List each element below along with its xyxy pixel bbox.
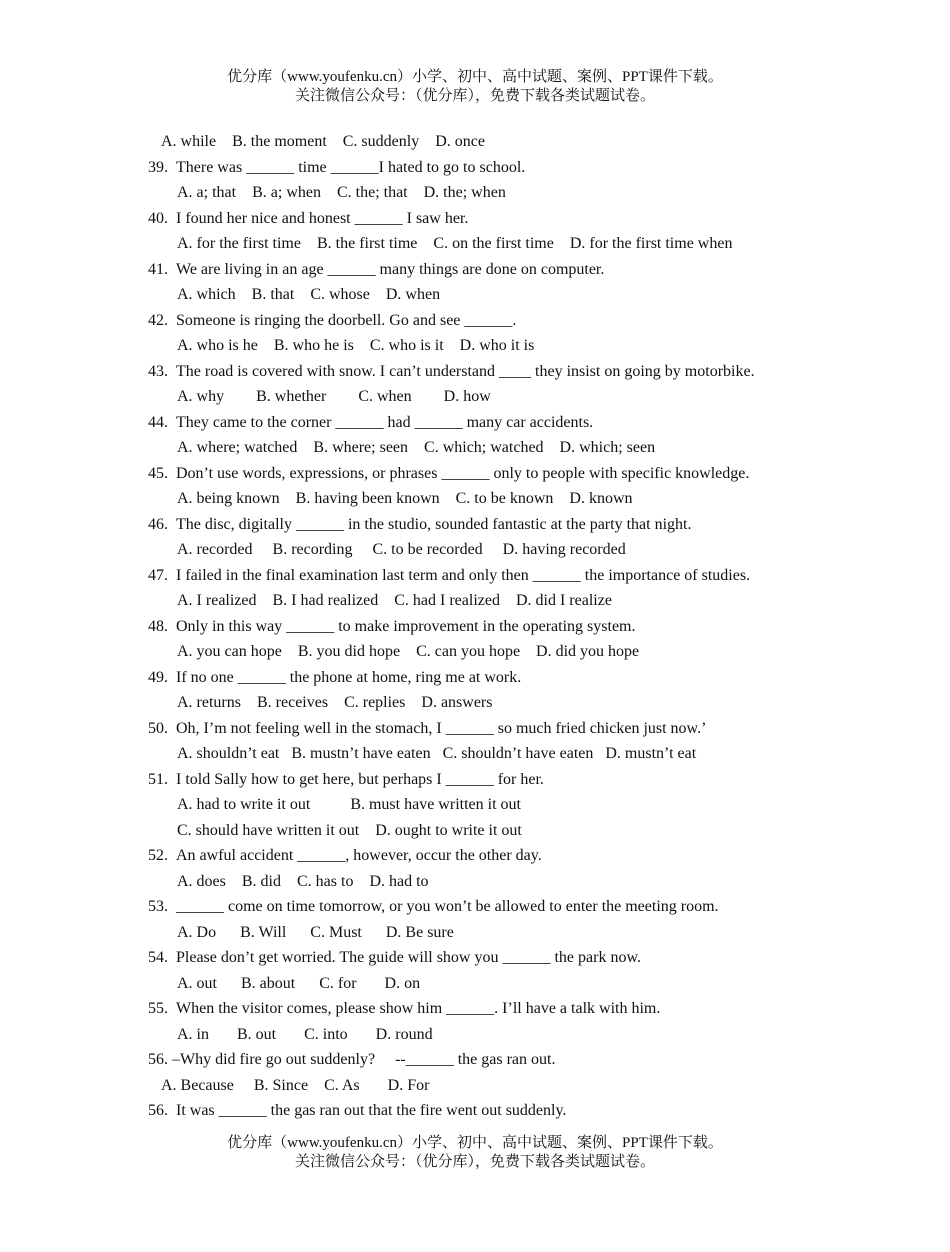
question-text: Please don’t get worried. The guide will show you ______ the park now. (176, 949, 641, 966)
question-text: I told Sally how to get here, but perhaps I ______ for her. (176, 770, 544, 788)
question-text: If no one ______ the phone at home, ring me at work. (176, 668, 522, 686)
question-number: 52. (148, 847, 168, 864)
options-41: A. which B. that C. whose D. when (177, 286, 441, 303)
question-48 (0, 614, 950, 640)
question-number: 51. (148, 770, 168, 788)
question-50 (0, 716, 950, 742)
question-47 (0, 563, 950, 589)
page-header (0, 68, 950, 106)
question-number: 45. (148, 464, 168, 482)
question-number: 55. (148, 1000, 168, 1017)
question-number: 56. (148, 1102, 168, 1119)
question-text: When the visitor comes, please show him ______. I’ll have a talk with him. (176, 1000, 661, 1017)
options-52: A. does B. did C. has to D. had to (177, 872, 429, 890)
options-55: A. in B. out C. into D. round (177, 1025, 433, 1043)
options-45: A. being known B. having been known C. to be known D. known (177, 490, 633, 507)
question-number: 39. (148, 158, 168, 176)
question-53 (0, 894, 950, 920)
options-49: A. returns B. receives C. replies D. answers (177, 694, 493, 711)
question-text: ______ come on time tomorrow, or you won’t be allowed to enter the meeting room. (176, 898, 719, 915)
question-number: 50. (148, 719, 168, 737)
options-38: A. while B. the moment C. suddenly D. once (161, 133, 485, 150)
question-number: 44. (148, 413, 168, 431)
question-51 (0, 767, 950, 793)
question-text: Oh, I’m not feeling well in the stomach, I ______ so much fried chicken just now.’ (176, 719, 707, 737)
options-44: A. where; watched B. where; seen C. which; watched D. which; seen (177, 439, 656, 456)
question-54 (0, 945, 950, 971)
options-51-row-1: A. had to write it out B. must have written it out (177, 796, 521, 813)
question-number: 53. (148, 898, 168, 915)
question-text: They came to the corner ______ had ______ many car accidents. (176, 413, 594, 431)
question-55 (0, 996, 950, 1022)
question-46 (0, 512, 950, 538)
question-45 (0, 461, 950, 487)
question-number: 47. (148, 566, 168, 584)
question-list (0, 129, 950, 1124)
question-text: There was ______ time ______I hated to go to school. (176, 158, 526, 176)
question-56-dialogue: 56. –Why did fire go out suddenly? --______ the gas ran out. (148, 1051, 556, 1068)
options-46: A. recorded B. recording C. to be recorded D. having recorded (177, 541, 626, 558)
question-41 (0, 257, 950, 283)
question-text: I failed in the final examination last term and only then ______ the importance of studies. (176, 566, 751, 584)
options-54: A. out B. about C. for D. on (177, 974, 421, 992)
footer-line-2: 关注微信公众号：（优分库），免费下载各类试题试卷。 (294, 1154, 655, 1170)
options-47: A. I realized B. I had realized C. had I realized D. did I realize (177, 592, 612, 609)
question-number: 48. (148, 617, 168, 635)
question-text: It was ______ the gas ran out that the fire went out suddenly. (176, 1102, 567, 1119)
question-number: 46. (148, 515, 168, 533)
question-text: The road is covered with snow. I can’t understand ____ they insist on going by motorbike. (176, 362, 755, 380)
question-number: 41. (148, 260, 168, 278)
question-text: We are living in an age ______ many things are done on computer. (176, 260, 605, 278)
options-51-row-2: C. should have written it out D. ought to write it out (177, 821, 522, 839)
options-40: A. for the first time B. the first time C. on the first time D. for the first time when (177, 235, 733, 252)
question-text: Only in this way ______ to make improvement in the operating system. (176, 617, 636, 635)
options-43: A. why B. whether C. when D. how (177, 388, 491, 405)
question-number: 42. (148, 311, 168, 329)
question-number: 43. (148, 362, 168, 380)
question-39 (0, 155, 950, 181)
question-40 (0, 206, 950, 232)
question-text: Someone is ringing the doorbell. Go and see ______. (176, 311, 517, 329)
options-56-dialogue: A. Because B. Since C. As D. For (161, 1076, 430, 1094)
question-44 (0, 410, 950, 436)
question-text: An awful accident ______, however, occur the other day. (176, 847, 542, 864)
options-42: A. who is he B. who he is C. who is it D. who it is (177, 337, 535, 354)
options-39: A. a; that B. a; when C. the; that D. the; when (177, 184, 506, 201)
options-53: A. Do B. Will C. Must D. Be sure (177, 923, 454, 941)
question-number: 54. (148, 949, 168, 966)
options-50: A. shouldn’t eat B. mustn’t have eaten C. shouldn’t have eaten D. mustn’t eat (177, 745, 697, 762)
footer-line-1: 优分库（www.youfenku.cn）小学、初中、高中试题、案例、PPT课件下载。 (227, 1135, 723, 1151)
page-footer (0, 1134, 950, 1172)
question-52 (0, 843, 950, 869)
question-49 (0, 665, 950, 691)
question-number: 40. (148, 209, 168, 227)
question-text: I found her nice and honest ______ I saw her. (176, 209, 469, 227)
question-text: Don’t use words, expressions, or phrases ______ only to people with specific knowledge. (176, 464, 750, 482)
question-42 (0, 308, 950, 334)
header-line-2: 关注微信公众号：（优分库），免费下载各类试题试卷。 (294, 88, 655, 104)
question-text: The disc, digitally ______ in the studio, sounded fantastic at the party that night. (176, 515, 692, 533)
question-43 (0, 359, 950, 385)
options-48: A. you can hope B. you did hope C. can you hope D. did you hope (177, 643, 640, 660)
question-56 (0, 1098, 950, 1124)
question-number: 49. (148, 668, 168, 686)
header-line-1: 优分库（www.youfenku.cn）小学、初中、高中试题、案例、PPT课件下载。 (227, 69, 723, 85)
